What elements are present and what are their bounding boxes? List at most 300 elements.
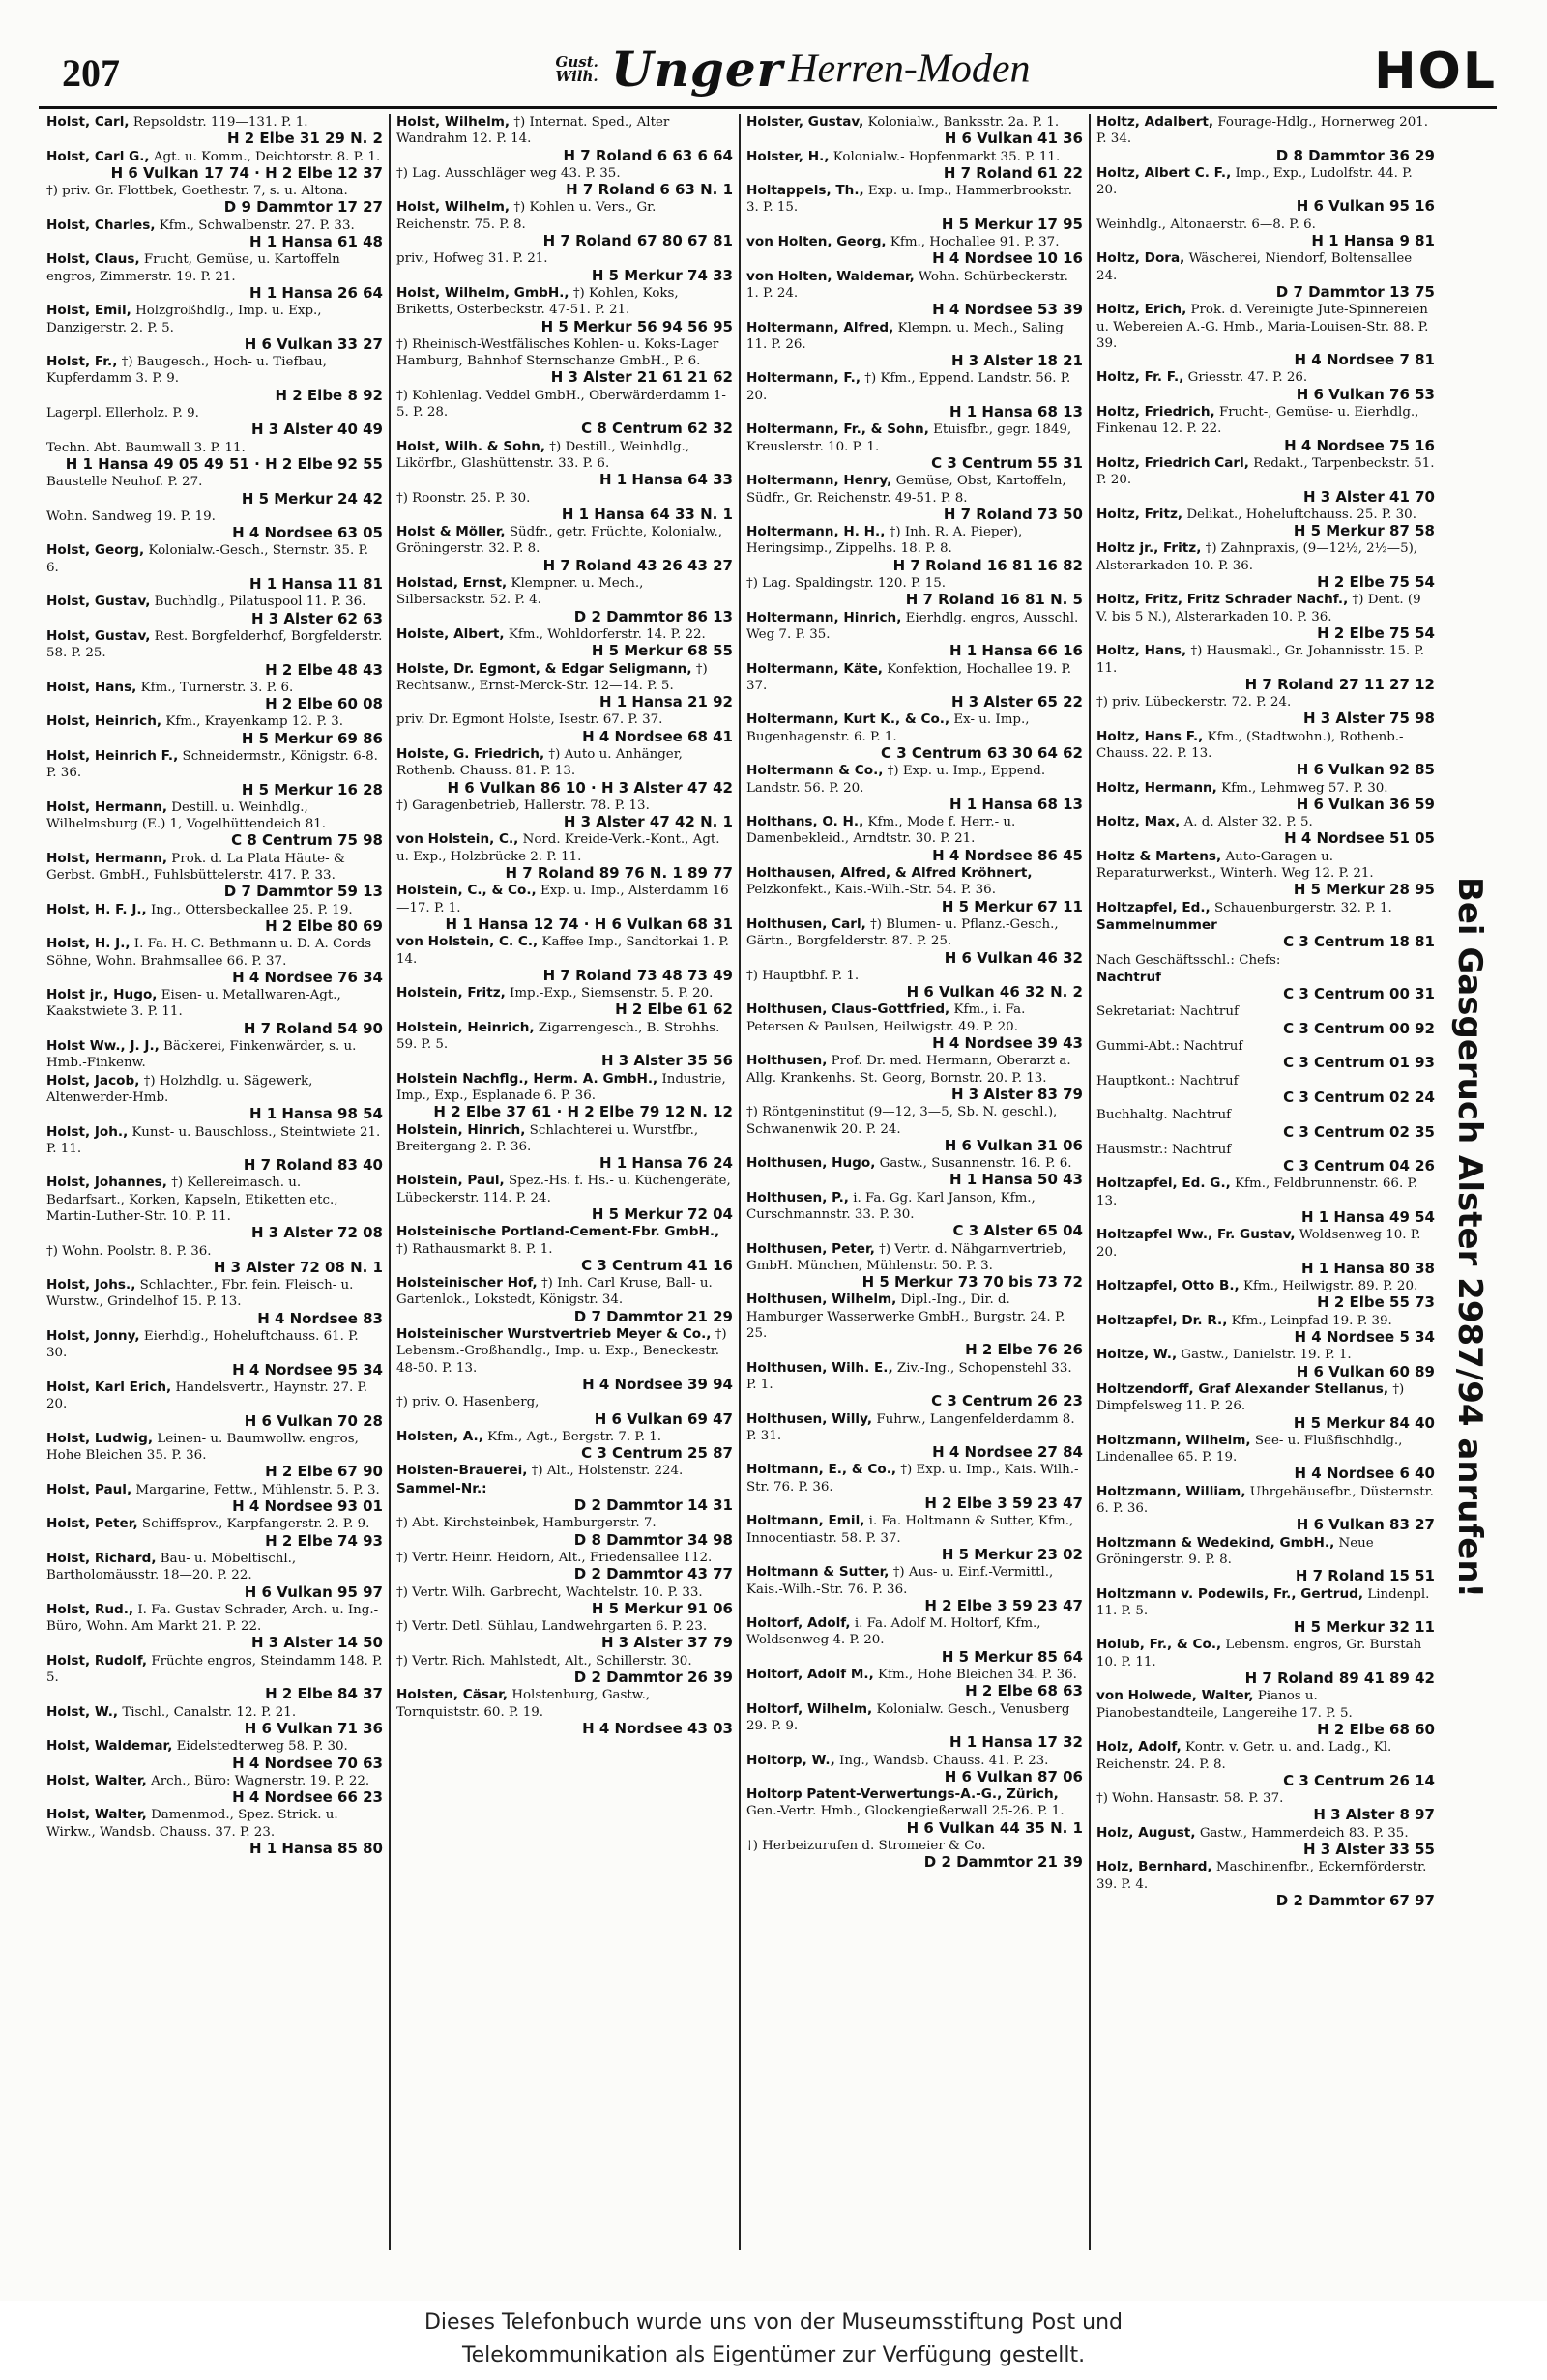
directory-entry [746,1001,1083,1052]
entry-details: Destill. u. Weinhdlg., Wilhelmsburg (E.) 1, Vogelhüttendeich 81. [46,799,326,832]
entry-details: Schauenburgerstr. 32. P. 1. [1214,900,1392,915]
entry-name: von Holstein, C., [396,831,519,848]
entry-details: †) Kohlen, Koks, Briketts, Osterbeckstr. 47-51. P. 21. [396,285,679,318]
directory-entry [1096,849,1435,899]
entry-phone: H 2 Elbe 76 26 [965,1341,1083,1359]
entry-phone: H 6 Vulkan 33 27 [244,334,383,353]
entry-details: Hausmstr.: Nachtruf [1096,1142,1232,1157]
entry-name: Holst, Walter, [46,1772,147,1788]
entry-details: Kunst- u. Bauschloss., Steintwiete 21. P. 11. [46,1124,381,1156]
entry-name: Holstad, Ernst, [396,575,508,592]
entry-details: †) Rheinisch-Westfälisches Kohlen- u. Koks-Lager Hamburg, Bahnhof Sternschanze GmbH., P. 6. [396,336,719,369]
directory-entry [1096,1073,1435,1107]
entry-details: Auto-Garagen u. Reparaturwerkst., Winterh. Weg 12. P. 21. [1096,849,1374,882]
directory-entry [46,508,383,542]
directory-entry [746,421,1083,472]
brand-prefix [555,52,598,85]
entry-phone: H 3 Alster 72 08 [250,1224,383,1242]
directory-entry [46,1482,383,1516]
entry-name: Holst, Gustav, [46,594,151,610]
entry-name: Holst, Hans, [46,679,137,695]
advertisement-banner [454,41,1131,98]
entry-phone: H 5 Merkur 84 40 [1293,1413,1435,1432]
entry-details: Gastw., Danielstr. 19. P. 1. [1181,1348,1352,1363]
entry-phone: H 4 Nordsee 66 23 [232,1788,383,1807]
entry-name: Holz, Adolf, [1096,1739,1182,1756]
directory-entry [46,713,383,747]
entry-details: i. Fa. Adolf M. Holtorf, Kfm., Woldsenweg 4. P. 20. [746,1616,1041,1648]
entry-details: Schlachter., Fbr. fein. Fleisch- u. Wurstw., Grindelhof 15. P. 13. [46,1278,354,1310]
entry-phone: H 1 Hansa 21 92 [598,693,733,711]
entry-details: I. Fa. H. C. Bethmann u. D. A. Cords Söhne, Wohn. Brahmsallee 66. P. 37. [46,937,372,969]
entry-name: Holtz, Max, [1096,814,1181,830]
side-notice [1441,754,1499,1721]
entry-phone: H 7 Roland 16 81 16 82 [892,556,1083,574]
entry-details: Pianos u. Pianobestandteile, Langereihe 17. P. 5. [1096,1689,1353,1721]
entry-name: Holst, Charles, [46,217,156,233]
entry-phone: H 2 Elbe 74 93 [265,1531,383,1550]
entry-phone: H 5 Merkur 68 55 [591,642,733,660]
entry-phone: D 2 Dammtor 14 31 [573,1496,733,1515]
directory-entry [1096,1586,1435,1637]
entry-name: Holst, Fr., [46,354,118,370]
directory-entry [746,1104,1083,1154]
page-header [39,41,1497,104]
entry-details: Damenmod., Spez. Strick. u. Wirkw., Wandsb. Chauss. 37. P. 23. [46,1808,338,1840]
directory-entry [46,1328,383,1379]
entry-phone: H 4 Nordsee 39 43 [932,1034,1083,1053]
directory-entry [1096,1175,1435,1226]
entry-details: †) Alt., Holstenstr. 224. [531,1464,684,1479]
entry-details: Kfm., Heilwigstr. 89. P. 20. [1242,1279,1418,1294]
directory-entry [746,269,1083,319]
entry-phone: H 5 Merkur 23 02 [941,1545,1083,1563]
directory-entry [1096,917,1435,951]
entry-phone: C 3 Centrum 55 31 [931,453,1083,472]
entry-name: Holtz, Hans, [1096,643,1187,659]
directory-columns [41,114,1441,2250]
entry-details: Prok. d. Vereinigte Jute-Spinnereien u. Webereien A.-G. Hmb., Maria-Louisen-Str. 88. P. 39. [1096,303,1429,351]
entry-name: Holub, Fr., & Co., [1096,1637,1222,1653]
directory-entry [1096,970,1435,1003]
entry-details: Imp., Exp., Ludolfstr. 44. P. 20. [1096,165,1413,198]
entry-details: Buchhaltg. Nachtruf [1096,1108,1232,1123]
entry-details: †) Rechtsanw., Ernst-Merck-Str. 12—14. P. 5. [396,661,708,693]
directory-entry [396,285,733,335]
entry-name: Holtz, Adalbert, [1096,114,1214,130]
entry-name: Holster, H., [746,148,830,164]
directory-entry [46,1807,383,1857]
entry-phone: H 1 Hansa 80 38 [1300,1259,1435,1277]
entry-phone: H 1 Hansa 61 48 [248,233,383,251]
entry-phone: D 2 Dammtor 67 97 [1275,1891,1435,1909]
header-rule [39,106,1497,109]
entry-details: †) Röntgeninstitut (9—12, 3—5, Sb. N. geschl.), Schwanenwik 20. P. 24. [746,1105,1058,1137]
directory-entry [1096,455,1435,506]
archive-footer [0,2301,1547,2380]
directory-entry [46,628,383,679]
entry-phone: C 3 Centrum 63 30 64 62 [880,743,1083,762]
entry-phone: H 1 Hansa 66 16 [949,642,1083,660]
directory-entry [396,1515,733,1549]
entry-phone: H 1 Hansa 17 32 [949,1733,1083,1752]
entry-details: Tischl., Canalstr. 12. P. 21. [122,1704,297,1720]
entry-name: Holtzapfel, Ed. G., [1096,1175,1231,1192]
entry-details: Prok. d. La Plata Häute- & Gerbst. GmbH., Fuhlsbüttelerstr. 417. P. 33. [46,851,345,884]
entry-details: Südfr., getr. Früchte, Kolonialw., Gröningerstr. 32. P. 8. [396,525,723,557]
entry-name: Holtzendorff, Graf Alexander Stellanus, [1096,1380,1389,1397]
brand-prefix-line-1: Gust. [555,52,598,71]
entry-details: Kfm., Wohldorferstr. 14. P. 22. [508,626,706,642]
entry-phone: H 6 Vulkan 46 32 [944,948,1083,967]
entry-name: Holstein, Hinrich, [396,1121,526,1138]
entry-phone: H 5 Merkur 17 95 [941,215,1083,233]
directory-entry [396,490,733,524]
entry-phone: H 4 Nordsee 83 [257,1309,383,1327]
directory-entry [746,1053,1083,1103]
entry-name: Holtzapfel, Dr. R., [1096,1312,1228,1328]
entry-phone: H 1 Hansa 49 54 [1300,1208,1435,1226]
directory-entry [746,1292,1083,1358]
entry-phone: H 7 Roland 16 81 N. 5 [905,591,1083,609]
entry-phone: D 2 Dammtor 86 13 [573,607,733,625]
entry-phone: D 8 Dammtor 36 29 [1275,146,1435,164]
entry-details: Zigarrengesch., B. Strohhs. 59. P. 5. [396,1020,720,1053]
entry-details: Kfm., (Stadtwohn.), Rothenb.-Chauss. 22. P. 13. [1096,729,1404,761]
entry-details: Frucht-, Gemüse- u. Eierhdlg., Finkenau 12. P. 22. [1096,405,1419,437]
entry-details: †) Rathausmarkt 8. P. 1. [396,1241,553,1257]
entry-name: Holst, Peter, [46,1516,138,1532]
entry-details: †) Kohlenlag. Veddel GmbH., Oberwärderdamm 1-5. P. 28. [396,388,726,421]
entry-phone: H 6 Vulkan 70 28 [244,1411,383,1430]
entry-name: Holtze, W., [1096,1347,1178,1363]
directory-entry [1096,1278,1435,1312]
directory-entry [1096,1313,1435,1347]
entry-name: Holsten, A., [396,1428,483,1444]
entry-phone: H 6 Vulkan 60 89 [1296,1362,1435,1380]
entry-name: Holst, H. J., [46,936,131,952]
directory-entry [46,303,383,353]
directory-entry [746,473,1083,523]
entry-phone: H 5 Merkur 16 28 [241,780,383,798]
directory-entry [746,320,1083,370]
directory-entry [1096,369,1435,403]
directory-entry [396,1653,733,1687]
directory-entry [746,1360,1083,1410]
entry-details: Fuhrw., Langenfelderdamm 8. P. 31. [746,1411,1075,1443]
entry-details: priv. Dr. Egmont Holste, Isestr. 67. P. 37. [396,712,663,728]
entry-details: Hauptkont.: Nachtruf [1096,1073,1239,1088]
directory-entry [396,1020,733,1070]
entry-name: Holtzmann v. Podewils, Fr., Gertrud, [1096,1585,1364,1602]
directory-entry [396,711,733,745]
directory-entry [46,1277,383,1327]
entry-phone: H 5 Merkur 87 58 [1293,522,1435,540]
entry-phone: H 6 Vulkan 92 85 [1296,761,1435,779]
directory-entry [46,748,383,798]
entry-name: Holtz, Hans F., [1096,728,1204,744]
entry-details: Ex- u. Imp., Bugenhagenstr. 6. P. 1. [746,712,1030,744]
entry-phone: H 4 Nordsee 7 81 [1294,351,1435,369]
directory-entry [396,1122,733,1173]
entry-name: Holtzapfel, Otto B., [1096,1278,1240,1294]
directory-entry [46,594,383,627]
entry-details: Kfm., i. Fa. Petersen & Paulsen, Heilwigstr. 49. P. 20. [746,1002,1026,1034]
directory-entry [1096,1859,1435,1909]
entry-phone: H 4 Nordsee 95 34 [232,1360,383,1379]
brand-name: Unger [610,41,784,98]
directory-entry [1096,1142,1435,1175]
entry-phone: H 6 Vulkan 41 36 [944,130,1083,148]
directory-entry [46,1773,383,1807]
directory-entry [396,524,733,574]
entry-details: Eidelstedterweg 58. P. 30. [176,1739,348,1755]
directory-entry [1096,1535,1435,1585]
entry-name: Holst Ww., J. J., [46,1038,160,1055]
directory-entry [1096,1038,1435,1072]
directory-entry [746,814,1083,864]
entry-phone: C 3 Centrum 00 31 [1283,985,1435,1003]
entry-details: Prof. Dr. med. Hermann, Oberarzt a. Allg. Krankenhs. St. Georg, Bornstr. 20. P. 13. [746,1054,1071,1086]
directory-entry [746,1462,1083,1512]
entry-details: Kolonialw. Gesch., Venusberg 29. P. 9. [746,1701,1070,1733]
entry-phone: H 5 Merkur 69 86 [241,729,383,747]
entry-phone: H 5 Merkur 56 94 56 95 [540,317,733,335]
directory-entry [46,1551,383,1601]
entry-name: Nachtruf [1096,969,1162,985]
entry-details: Kaffee Imp., Sandtorkai 1. P. 14. [396,935,729,967]
entry-phone: H 3 Alster 47 42 N. 1 [563,813,733,831]
entry-phone: H 5 Merkur 85 64 [941,1647,1083,1666]
directory-entry [396,1550,733,1583]
entry-name: Holtermann, Hinrich, [746,609,902,625]
entry-phone: H 4 Nordsee 93 01 [232,1497,383,1516]
directory-entry [46,680,383,713]
entry-details: Kfm., Hohe Bleichen 34. P. 36. [878,1668,1077,1683]
directory-entry [1096,165,1435,216]
entry-details: †) Exp. u. Imp., Eppend. Landstr. 56. P. 20. [746,764,1046,796]
entry-name: Holtorp Patent-Verwertungs-A.-G., Zürich, [746,1786,1059,1803]
entry-phone: H 7 Roland 61 22 [943,163,1083,182]
entry-phone: H 7 Roland 6 63 6 64 [563,146,733,164]
entry-details: Frucht, Gemüse, u. Kartoffeln engros, Zimmerstr. 19. P. 21. [46,252,340,284]
entry-details: Wohn. Schürbeckerstr. 1. P. 24. [746,269,1068,301]
entry-phone: H 4 Nordsee 86 45 [932,846,1083,864]
entry-details: priv., Hofweg 31. P. 21. [396,251,548,267]
entry-details: †) Hauptbhf. P. 1. [746,968,860,983]
entry-name: Holtorf, Adolf, [746,1615,851,1632]
entry-name: Holst, Hermann, [46,850,168,866]
entry-name: Holtmann, Emil, [746,1513,865,1529]
entry-phone: C 3 Centrum 02 35 [1283,1122,1435,1141]
directory-entry [396,746,733,797]
entry-name: Holsteinischer Wurstvertrieb Meyer & Co., [396,1326,712,1343]
entry-phone: H 6 Vulkan 83 27 [1296,1516,1435,1534]
entry-details: Rest. Borgfelderhof, Borgfelderstr. 58. P. 25. [46,628,383,661]
entry-phone: H 2 Elbe 48 43 [265,660,383,679]
entry-name: Holst & Möller, [396,524,506,540]
directory-entry [396,1463,733,1479]
directory-entry [46,851,383,901]
directory-entry [1096,302,1435,368]
entry-name: Holst, Wilhelm, [396,114,511,130]
entry-details: Schneidermstr., Königstr. 6-8. P. 36. [46,748,378,781]
entry-name: von Holten, Waldemar, [746,268,915,284]
entry-phone: H 4 Nordsee 76 34 [232,968,383,986]
entry-details: i. Fa. Holtmann & Sutter, Kfm., Innocentiastr. 58. P. 37. [746,1514,1074,1546]
entry-details: Kfm., Mode f. Herr.- u. Damenbekleid., Arndtstr. 30. P. 21. [746,815,1016,847]
entry-phone: C 3 Centrum 26 23 [931,1392,1083,1410]
entry-details: Kfm., Feldbrunnenstr. 66. P. 13. [1096,1176,1418,1208]
directory-entry [746,1615,1083,1666]
entry-details: Klempner. u. Mech., Silbersackstr. 52. P. 4. [396,576,644,608]
directory-entry [46,1431,383,1481]
entry-details: Klempn. u. Mech., Saling 11. P. 26. [746,320,1064,352]
entry-name: Holtz, Albert C. F., [1096,164,1232,181]
entry-phone: H 4 Nordsee 70 63 [232,1754,383,1772]
entry-phone: H 7 Roland 27 11 27 12 [1244,675,1435,693]
entry-details: Margarine, Fettw., Mühlenstr. 5. P. 3. [135,1482,380,1497]
entry-details: †) Dent. (9 V. bis 5 N.), Alsterarkaden 10. P. 36. [1096,593,1421,624]
entry-name: Holst, Carl, [46,114,130,130]
entry-phone: H 1 Hansa 68 13 [949,403,1083,421]
entry-name: Holst, Georg, [46,542,145,559]
directory-entry [46,474,383,508]
entry-name: Holst, Waldemar, [46,1738,173,1755]
entry-name: Holtermann, Henry, [746,473,892,489]
entry-details: Gastw., Hammerdeich 83. P. 35. [1199,1825,1409,1841]
entry-phone: H 4 Nordsee 63 05 [232,524,383,542]
entry-details: †) Wohn. Poolstr. 8. P. 36. [46,1243,212,1259]
entry-name: Holtorf, Wilhelm, [746,1700,873,1717]
directory-entry [746,1564,1083,1614]
directory-entry [396,985,733,1019]
entry-name: Holtermann, F., [746,370,861,387]
directory-entry [396,1394,733,1428]
brand-suffix: Herren-Moden [788,46,1031,92]
entry-name: Holtermann, Fr., & Sohn, [746,421,929,438]
entry-name: Holtzapfel, Ed., [1096,899,1211,915]
entry-details: †) Baugesch., Hoch- u. Tiefbau, Kupferdamm 3. P. 9. [46,355,327,387]
directory-column-3 [741,114,1091,2250]
entry-details: Etuisfbr., gegr. 1849, Kreuslerstr. 10. P. 1. [746,422,1072,454]
entry-name: Holst jr., Hugo, [46,987,158,1003]
entry-name: Holst, W., [46,1703,119,1720]
entry-details: Exp. u. Imp., Alsterdamm 16—17. P. 1. [396,884,729,915]
entry-name: Holste, Albert, [396,625,505,642]
entry-details: Spez.-Hs. f. Hs.- u. Küchengeräte, Lübeckerstr. 114. P. 24. [396,1174,731,1205]
directory-entry [746,1701,1083,1752]
directory-column-1 [41,114,391,2250]
entry-phone: H 1 Hansa 64 33 [598,471,733,489]
directory-entry [746,1513,1083,1563]
entry-details: i. Fa. Gg. Karl Janson, Kfm., Curschmannstr. 33. P. 30. [746,1190,1036,1222]
entry-details: Redakt., Tarpenbeckstr. 51. P. 20. [1096,455,1435,488]
entry-phone: H 6 Vulkan 95 16 [1296,197,1435,216]
entry-phone: H 4 Nordsee 53 39 [932,301,1083,319]
entry-phone: H 7 Roland 89 41 89 42 [1244,1669,1435,1688]
entry-name: Holtmann, E., & Co., [746,1462,897,1478]
entry-name: Holst, Jonny, [46,1328,140,1345]
entry-details: Ing., Ottersbeckallee 25. P. 19. [150,902,353,917]
entry-details: Fourage-Hdlg., Hornerweg 201. P. 34. [1096,115,1429,147]
entry-phone: C 3 Centrum 18 81 [1283,933,1435,951]
entry-details: Kfm., Krayenkamp 12. P. 3. [165,714,344,730]
entry-phone: H 4 Nordsee 39 94 [582,1375,733,1393]
directory-entry [1096,643,1435,693]
entry-name: Holst, Richard, [46,1550,157,1566]
directory-entry [396,336,733,387]
entry-details: Kolonialw., Banksstr. 2a. P. 1. [867,115,1060,130]
entry-details: Lagerpl. Ellerholz. P. 9. [46,406,199,421]
entry-details: †) Vertr. d. Nähgarnvertrieb, GmbH. München, Mühlenstr. 50. P. 3. [746,1241,1066,1273]
entry-details: Schiffsprov., Karpfangerstr. 2. P. 9. [141,1517,370,1532]
entry-name: Holthusen, Wilhelm, [746,1292,897,1308]
directory-entry [1096,1825,1435,1859]
directory-entry [746,149,1083,183]
directory-entry [46,1704,383,1738]
entry-details: †) Kfm., Eppend. Landstr. 56. P. 20. [746,371,1071,403]
directory-entry [746,1190,1083,1240]
entry-details: Sekretariat: Nachtruf [1096,1004,1239,1020]
entry-details: †) Vertr. Heinr. Heidorn, Alt., Friedensallee 112. [396,1550,713,1565]
entry-name: Holtz, Hermann, [1096,779,1217,796]
entry-phone: H 3 Alster 65 22 [950,693,1083,711]
directory-entry [1096,1484,1435,1534]
entry-phone: H 7 Roland 54 90 [243,1019,383,1037]
entry-details: †) Exp. u. Imp., Kais. Wilh.-Str. 76. P. 36. [746,1463,1079,1495]
directory-entry [396,1173,733,1223]
entry-name: Holtermann, Alfred, [746,319,894,335]
entry-details: Konfektion, Hochallee 19. P. 37. [746,661,1072,693]
entry-phone: D 7 Dammtor 59 13 [223,883,383,901]
entry-name: Holstein, C., & Co., [396,883,537,899]
entry-phone: H 1 Hansa 49 05 49 51 · H 2 Elbe 92 55 [65,454,383,473]
entry-phone: H 4 Nordsee 43 03 [582,1719,733,1737]
entry-phone: H 6 Vulkan 46 32 N. 2 [906,983,1083,1001]
entry-name: Holst, Carl G., [46,148,150,164]
entry-phone: H 1 Hansa 12 74 · H 6 Vulkan 68 31 [445,914,733,933]
directory-entry [46,405,383,439]
entry-phone: C 8 Centrum 75 98 [231,831,383,850]
entry-phone: C 3 Centrum 00 92 [1283,1019,1435,1037]
entry-name: Holst, Paul, [46,1481,132,1497]
entry-phone: H 3 Alster 83 79 [950,1085,1083,1103]
entry-name: Holthusen, Wilh. E., [746,1359,893,1376]
entry-phone: H 2 Elbe 75 54 [1317,624,1435,642]
entry-phone: H 2 Elbe 84 37 [265,1685,383,1703]
entry-details: †) Inh. Carl Kruse, Ball- u. Gartenlok., Lokstedt, Königstr. 34. [396,1276,713,1308]
entry-details: Kolonialw.- Hopfenmarkt 35. P. 11. [832,149,1061,164]
entry-name: Holst, Emil, [46,303,131,319]
entry-phone: H 3 Alster 18 21 [950,352,1083,370]
entry-name: von Holten, Georg, [746,234,887,250]
entry-phone: C 3 Centrum 41 16 [581,1256,733,1274]
entry-name: Holthusen, Hugo, [746,1155,876,1172]
entry-phone: H 1 Hansa 98 54 [248,1105,383,1123]
entry-name: von Holwede, Walter, [1096,1688,1254,1704]
entry-name: Holtz, Fritz, [1096,506,1183,522]
entry-phone: D 2 Dammtor 43 77 [573,1565,733,1583]
entry-name: Holtermann, H. H., [746,524,886,540]
entry-phone: H 4 Nordsee 68 41 [582,727,733,745]
entry-phone: H 7 Roland 83 40 [243,1156,383,1175]
directory-entry [1096,1790,1435,1824]
entry-name: Holstein, Fritz, [396,985,506,1001]
entry-name: Holtzmann, William, [1096,1483,1246,1499]
directory-entry [746,1786,1083,1837]
entry-phone: H 3 Alster 35 56 [600,1052,733,1070]
